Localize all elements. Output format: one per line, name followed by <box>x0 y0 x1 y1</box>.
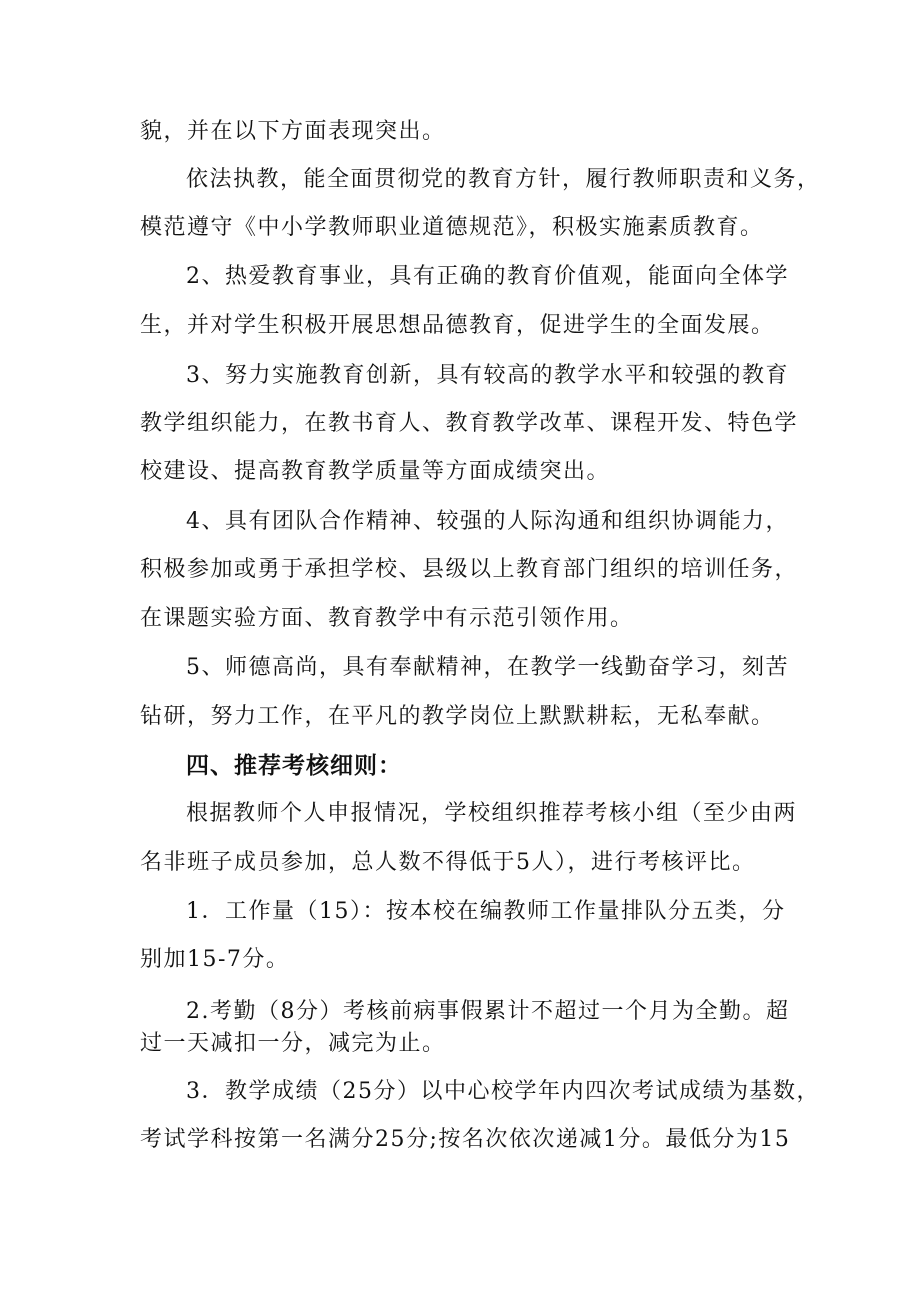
section-heading: 四、推荐考核细则： <box>186 753 402 779</box>
text-line: 根据教师个人申报情况，学校组织推荐考核小组（至少由两 <box>186 801 798 826</box>
text-line: 生，并对学生积极开展思想品德教育，促进学生的全面发展。 <box>140 313 775 338</box>
text-line: 3、努力实施教育创新，具有较高的教学水平和较强的教育 <box>186 363 789 388</box>
text-line: 3．教学成绩（25分）以中心校学年内四次考试成绩为基数， <box>186 1079 820 1104</box>
text-line: 名非班子成员参加，总人数不得低于5人），进行考核评比。 <box>140 850 756 875</box>
text-line: 貌，并在以下方面表现突出。 <box>140 119 446 144</box>
text-line: 钻研，努力工作，在平凡的教学岗位上默默耕耘，无私奉献。 <box>140 704 775 729</box>
text-line: 过一天减扣一分，减完为止。 <box>140 1031 446 1056</box>
text-line: 1．工作量（15）：按本校在编教师工作量排队分五类，分 <box>186 899 786 924</box>
text-line: 5、师德高尚，具有奉献精神，在教学一线勤奋学习，刻苦 <box>186 655 789 680</box>
text-line: 模范遵守《中小学教师职业道德规范》，积极实施素质教育。 <box>140 215 764 240</box>
text-line: 积极参加或勇于承担学校、县级以上教育部门组织的培训任务， <box>140 557 799 582</box>
text-line: 在课题实验方面、教育教学中有示范引领作用。 <box>140 606 634 631</box>
text-line: 校建设、提高教育教学质量等方面成绩突出。 <box>140 459 611 484</box>
text-line: 2、热爱教育事业，具有正确的教育价值观，能面向全体学 <box>186 264 789 289</box>
text-line: 4、具有团队合作精神、较强的人际沟通和组织协调能力， <box>186 509 789 534</box>
text-line: 2.考勤（8分）考核前病事假累计不超过一个月为全勤。超 <box>186 999 790 1024</box>
text-line: 依法执教，能全面贯彻党的教育方针，履行教师职责和义务， <box>186 167 821 192</box>
text-line: 考试学科按第一名满分25分;按名次依次递减1分。最低分为15 <box>140 1127 791 1152</box>
text-line: 教学组织能力，在教书育人、教育教学改革、课程开发、特色学 <box>140 411 799 436</box>
text-line: 别加15-7分。 <box>140 947 290 972</box>
